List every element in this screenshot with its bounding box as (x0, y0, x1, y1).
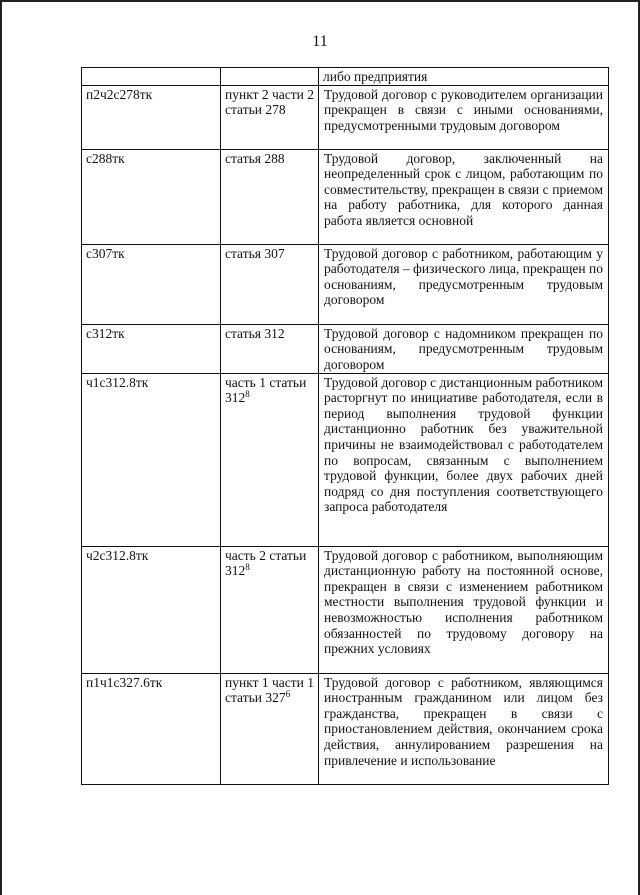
code-cell: с307тк (82, 244, 221, 324)
article-superscript: 6 (285, 689, 291, 700)
article-text: часть 2 статьи 312 (225, 547, 307, 579)
article-cell (221, 149, 319, 244)
article-text: статья 307 (225, 245, 285, 261)
description-cell: либо предприятия (319, 68, 609, 86)
code-cell (82, 68, 221, 86)
code-cell: п2ч2с278тк (82, 85, 221, 149)
article-superscript: 8 (245, 562, 250, 573)
page-number: 11 (312, 33, 328, 50)
codes-table (81, 67, 609, 785)
code-cell: с312тк (82, 324, 221, 373)
article-superscript: 8 (245, 389, 250, 400)
description-cell: Трудовой договор с работником, работающим у работодателя – физического лица, прекращен по основаниям, предусмотренным трудовым договором (319, 244, 609, 324)
description-cell: Трудовой договор с дистанционным работником расторгнут по инициативе работодателя, если в период выполнения трудовой функции дистанционно работник без уважительной причины не взаимодействовал с работодателем по вопросам, связанным с выполнением трудовой функции, более двух рабочих дней подряд со дня поступления соответствующего запроса работодателя (319, 373, 609, 546)
description-cell: Трудовой договор с работником, выполняющим дистанционную работу на постоянной основе, прекращен в связи с изменением работником местности выполнения трудовой функции и невозможностью исполнения работником обязанностей по трудовому договору на прежних условиях (319, 546, 609, 673)
table-row (82, 149, 609, 244)
table-row (82, 546, 609, 673)
table-row (82, 324, 609, 373)
article-text: пункт 2 части 2 статьи 278 (225, 86, 315, 118)
description-cell: Трудовой договор с надомником прекращен по основаниям, предусмотренным трудовым договором (319, 324, 609, 373)
table-row-continuation (82, 68, 609, 86)
table-row (82, 244, 609, 324)
article-text: часть 1 статьи 312 (225, 374, 307, 406)
description-cell: Трудовой договор, заключенный на неопределенный срок с лицом, работающим по совместительству, прекращен в связи с приемом на работу работника, для которого данная работа является основной (319, 149, 609, 244)
article-cell (221, 373, 319, 546)
article-text: статья 312 (225, 325, 285, 341)
code-cell: п1ч1с327.6тк (82, 673, 221, 784)
code-cell: ч1с312.8тк (82, 373, 221, 546)
description-cell: Трудовой договор с руководителем организации прекращен в связи с иными основаниями, предусмотренными трудовым договором (319, 85, 609, 149)
article-cell (221, 68, 319, 86)
description-cell: Трудовой договор с работником, являющимся иностранным гражданином или лицом без гражданства, прекращен в связи с приостановлением действия, окончанием срока действия, аннулированием разрешения на привлечение и использование (319, 673, 609, 784)
table-row (82, 85, 609, 149)
article-cell (221, 244, 319, 324)
table-row (82, 373, 609, 546)
code-cell: ч2с312.8тк (82, 546, 221, 673)
article-cell (221, 85, 319, 149)
article-cell (221, 324, 319, 373)
code-cell: с288тк (82, 149, 221, 244)
article-cell (221, 673, 319, 784)
table-row (82, 673, 609, 784)
article-cell (221, 546, 319, 673)
article-text: пункт 1 части 1 статьи 327 (225, 674, 315, 706)
article-text: статья 288 (225, 150, 285, 166)
